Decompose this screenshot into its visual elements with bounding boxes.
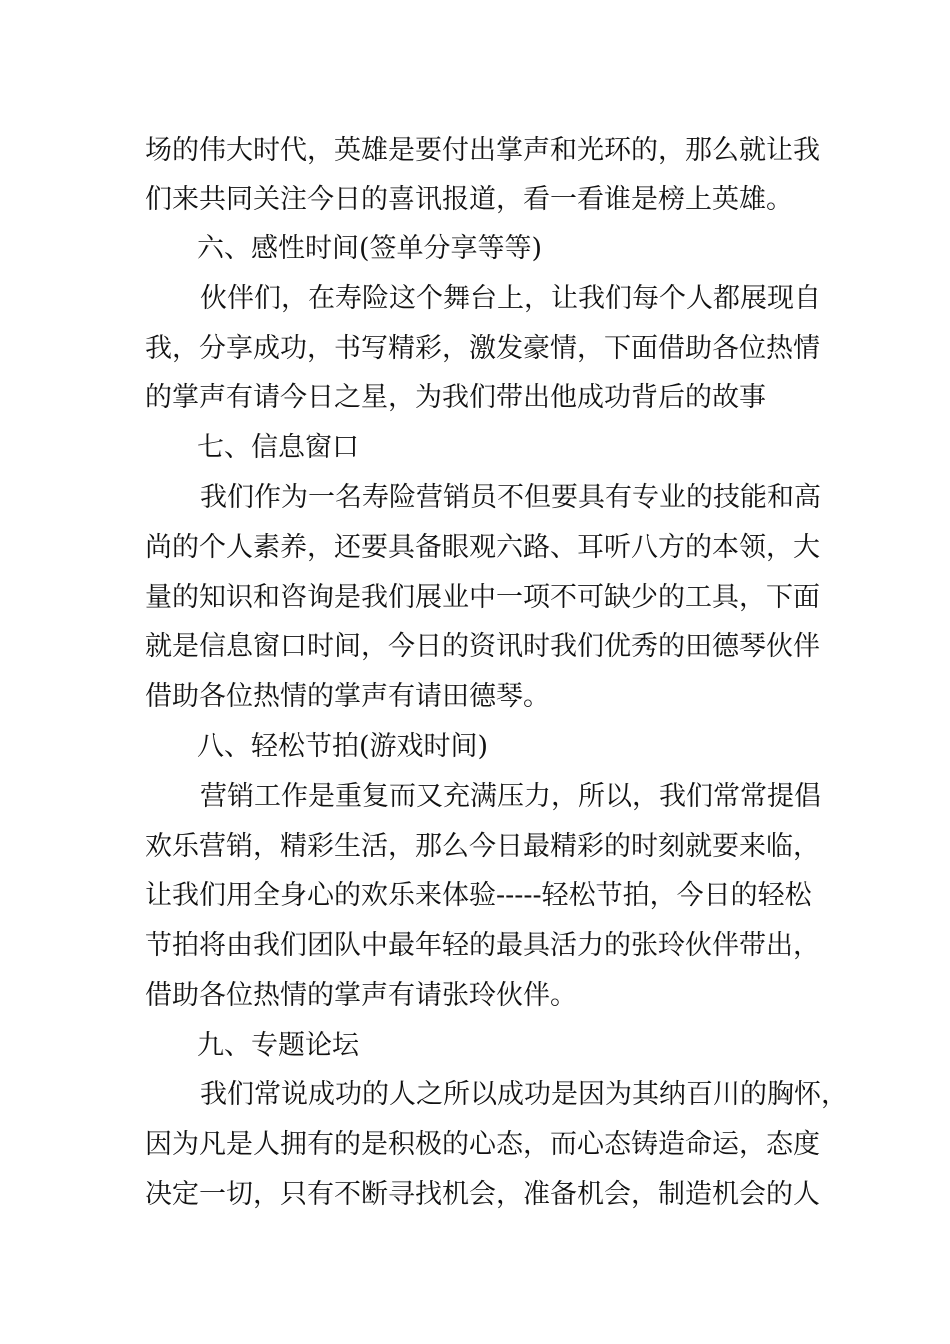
- text-line: 我们作为一名寿险营销员不但要具有专业的技能和高: [200, 482, 821, 513]
- text-line: 场的伟大时代，英雄是要付出掌声和光环的，那么就让我: [145, 135, 820, 166]
- text-line: 伙伴们，在寿险这个舞台上，让我们每个人都展现自: [200, 283, 821, 314]
- text-line: 量的知识和咨询是我们展业中一项不可缺少的工具，下面: [145, 582, 820, 613]
- section-heading: 八、轻松节拍(游戏时间): [197, 731, 489, 762]
- text-line: 借助各位热情的掌声有请张玲伙伴。: [145, 980, 577, 1011]
- text-line: 因为凡是人拥有的是积极的心态，而心态铸造命运，态度: [145, 1129, 820, 1160]
- text-line: 尚的个人素养，还要具备眼观六路、耳听八方的本领，大: [145, 532, 820, 563]
- text-line: 营销工作是重复而又充满压力，所以，我们常常提倡: [200, 781, 821, 812]
- section-heading: 七、信息窗口: [197, 432, 359, 463]
- text-line: 就是信息窗口时间，今日的资讯时我们优秀的田德琴伙伴: [145, 631, 820, 662]
- text-line: 节拍将由我们团队中最年轻的最具活力的张玲伙伴带出，: [145, 930, 820, 961]
- text-line: 的掌声有请今日之星，为我们带出他成功背后的故事: [145, 382, 766, 413]
- text-line: 们来共同关注今日的喜讯报道，看一看谁是榜上英雄。: [145, 184, 793, 215]
- text-line: 我，分享成功，书写精彩，激发豪情，下面借助各位热情: [145, 333, 820, 364]
- text-line: 让我们用全身心的欢乐来体验-----轻松节拍，今日的轻松: [145, 880, 812, 911]
- text-line: 我们常说成功的人之所以成功是因为其纳百川的胸怀，: [200, 1079, 848, 1110]
- text-line: 借助各位热情的掌声有请田德琴。: [145, 681, 550, 712]
- text-line: 决定一切，只有不断寻找机会，准备机会，制造机会的人: [145, 1179, 820, 1210]
- text-line: 欢乐营销，精彩生活，那么今日最精彩的时刻就要来临，: [145, 831, 820, 862]
- section-heading: 六、感性时间(签单分享等等): [197, 233, 543, 264]
- section-heading: 九、专题论坛: [197, 1030, 359, 1061]
